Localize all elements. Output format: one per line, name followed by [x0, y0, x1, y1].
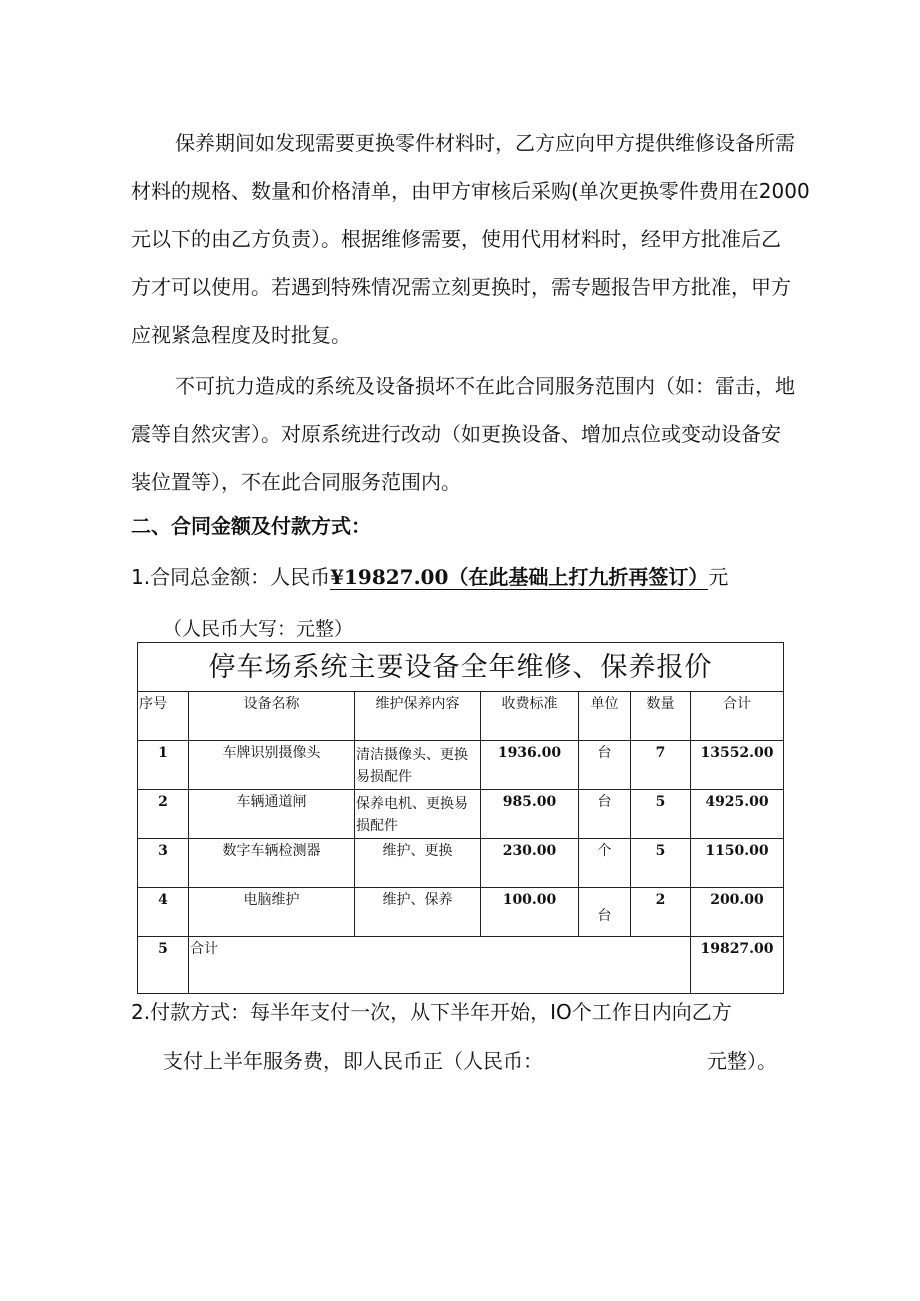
payment-method-line2 — [163, 1044, 777, 1078]
row-total: 4925.00 — [705, 794, 769, 810]
paragraph-force-majeure — [131, 362, 795, 506]
row-qty: 5 — [655, 843, 666, 859]
header-unit: 单位 — [590, 696, 619, 712]
paragraph-line: 保养期间如发现需要更换零件材料时，乙方应向甲方提供维修设备所需 — [175, 131, 795, 155]
paragraph-line: 方才可以使用。若遇到特殊情况需立刻更换时，需专题报告甲方批准，甲方 — [131, 275, 791, 299]
header-price: 收费标准 — [501, 696, 558, 712]
row-price: 230.00 — [502, 843, 557, 859]
sum-row-label: 合计 — [190, 941, 218, 957]
sum-row-no: 5 — [158, 941, 168, 957]
paragraph-line: 不可抗力造成的系统及设备损坏不在此合同服务范围内（如：雷击，地 — [175, 374, 795, 398]
table-title: 停车场系统主要设备全年维修、保养报价 — [208, 652, 713, 683]
header-content: 维护保养内容 — [375, 696, 460, 712]
row-no: 1 — [158, 745, 168, 761]
row-qty: 2 — [655, 892, 666, 908]
row-name: 车辆通道闸 — [236, 794, 307, 810]
header-total: 合计 — [723, 696, 751, 712]
row-price: 100.00 — [502, 892, 557, 908]
row-no: 3 — [158, 843, 168, 859]
paragraph-line: 材料的规格、数量和价格清单，由甲方审核后采购(单次更换零件费用在2000 — [131, 179, 810, 203]
header-qty: 数量 — [646, 696, 675, 712]
row-price: 985.00 — [502, 794, 557, 810]
row-no: 4 — [158, 892, 168, 908]
table-rule — [138, 838, 783, 839]
row-content: 维护、保养 — [382, 892, 453, 908]
row-name: 电脑维护 — [243, 892, 300, 908]
paragraph-line: 应视紧急程度及时批复。 — [131, 323, 351, 347]
section-heading: 二、合同金额及付款方式： — [131, 514, 371, 538]
row-qty: 5 — [655, 794, 666, 810]
amount-value: ¥19827.00（在此基础上打九折再签订） — [330, 565, 709, 589]
row-unit: 个 — [597, 843, 612, 859]
table-rule — [138, 691, 783, 692]
payment-prefix: 支付上半年服务费，即人民币正（人民币： — [163, 1049, 543, 1073]
payment-method-line1: 2.付款方式：每半年支付一次，从下半年开始，IO个工作日内向乙方 — [131, 1000, 732, 1024]
row-no: 2 — [158, 794, 168, 810]
row-qty: 7 — [655, 745, 666, 761]
paragraph-line: 装位置等），不在此合同服务范围内。 — [131, 470, 461, 494]
row-price: 1936.00 — [497, 745, 562, 761]
header-no: 序号 — [139, 696, 167, 712]
payment-suffix: 元整）。 — [707, 1049, 777, 1073]
table-rule — [578, 691, 579, 936]
paragraph-line: 元以下的由乙方负责）。根据维修需要，使用代用材料时，经甲方批准后乙 — [131, 227, 781, 251]
row-content: 清洁摄像头、更换易损配件 — [356, 747, 468, 785]
header-name: 设备名称 — [243, 696, 300, 712]
row-content: 保养电机、更换易损配件 — [356, 796, 468, 834]
table-rule — [138, 936, 783, 937]
row-name: 数字车辆检测器 — [222, 843, 321, 859]
sum-row-total: 19827.00 — [700, 941, 774, 957]
row-unit: 台 — [597, 908, 612, 924]
quote-table — [137, 642, 784, 994]
paragraph-replacement-parts — [131, 119, 810, 359]
row-total: 1150.00 — [705, 843, 769, 859]
row-name: 车牌识别摄像头 — [222, 745, 321, 761]
contract-amount — [131, 560, 728, 594]
amount-prefix: 1.合同总金额：人民币 — [131, 565, 331, 589]
table-rule — [138, 740, 783, 741]
row-total: 13552.00 — [700, 745, 774, 761]
row-total: 200.00 — [710, 892, 764, 908]
table-rule — [138, 887, 783, 888]
table-rule — [138, 789, 783, 790]
row-unit: 台 — [597, 745, 612, 761]
row-unit: 台 — [597, 794, 612, 810]
paragraph-line: 震等自然灾害）。对原系统进行改动（如更换设备、增加点位或变动设备安 — [131, 422, 781, 446]
row-content: 维护、更换 — [382, 843, 453, 859]
amount-uppercase: （人民币大写：元整） — [163, 618, 354, 640]
amount-suffix: 元 — [708, 565, 729, 589]
